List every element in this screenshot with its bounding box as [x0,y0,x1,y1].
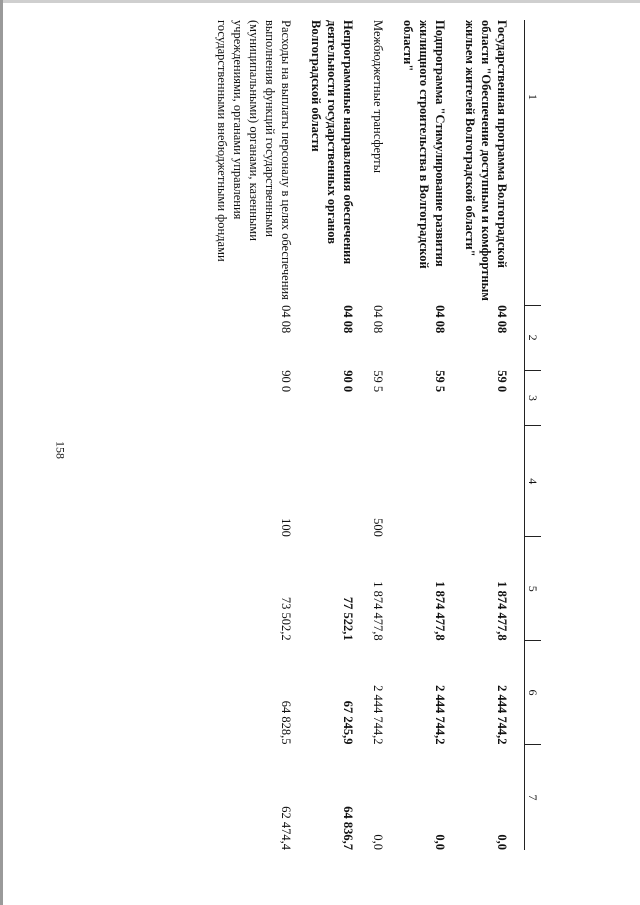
section-code: 04 08 [341,305,355,334]
amount-col-7: 0,0 [433,834,447,850]
table-row [294,20,356,850]
section-code: 04 08 [495,305,509,334]
table-row [356,20,386,850]
table-row [200,20,294,850]
header-spacer [510,20,525,850]
amount-col-7: 64 836,7 [341,806,355,850]
column-header: 7 [525,744,542,850]
column-header: 2 [525,305,542,370]
row-name: Расходы на выплаты персоналу в целях обеспечения выполнения функций государственными (муниципальными) органами, казенными учреждениями, органами управления государственными внебюджетными фондами [215,20,293,300]
amount-col-6: 67 245,9 [341,700,355,745]
expense-type-code: 100 [279,518,293,537]
amount-col-5: 73 502,2 [279,596,293,641]
amount-col-6: 64 828,5 [279,700,293,745]
target-article-code: 90 0 [279,370,293,393]
table-header-row [525,20,542,850]
amount-col-5: 1 874 477,8 [495,581,509,641]
budget-table-sheet [85,20,541,850]
target-article-code: 59 5 [371,370,385,393]
row-name: Государственная программа Волгоградской области "Обеспечение доступным и комфортным жильем жителей Волгоградской области" [463,20,509,301]
column-header: 6 [525,641,542,745]
amount-col-7: 62 474,4 [279,806,293,850]
amount-col-5: 1 874 477,8 [371,581,385,641]
scan-top-edge [0,0,640,3]
amount-col-6: 2 444 744,2 [371,685,385,745]
amount-col-6: 2 444 744,2 [495,685,509,745]
amount-col-7: 0,0 [495,834,509,850]
target-article-code: 59 0 [495,370,509,393]
section-code: 04 08 [433,305,447,334]
table-row [448,20,510,850]
expense-type-code: 500 [371,518,385,537]
table-row [386,20,448,850]
column-header: 4 [525,426,542,537]
column-header: 3 [525,370,542,426]
amount-col-5: 1 874 477,8 [433,581,447,641]
amount-col-7: 0,0 [371,834,385,850]
expense-type-code [294,426,356,537]
page-number: 158 [53,441,68,459]
section-code: 04 08 [371,305,385,334]
scan-left-edge [0,0,3,905]
budget-table [200,20,541,850]
amount-col-6: 2 444 744,2 [433,685,447,745]
section-code: 04 08 [279,305,293,334]
amount-col-5: 77 522,1 [341,596,355,641]
expense-type-code [386,426,448,537]
row-name: Непрограммные направления обеспечения деятельности государственных органов Волгоградской области [309,20,355,265]
row-name: Межбюджетные трансферты [371,20,385,174]
column-header: 1 [525,20,542,305]
target-article-code: 59 5 [433,370,447,393]
row-name: Подпрограмма "Стимулирование развития жилищного строительства в Волгоградской области" [401,20,447,269]
expense-type-code [448,426,510,537]
column-header: 5 [525,537,542,641]
target-article-code: 90 0 [341,370,355,393]
